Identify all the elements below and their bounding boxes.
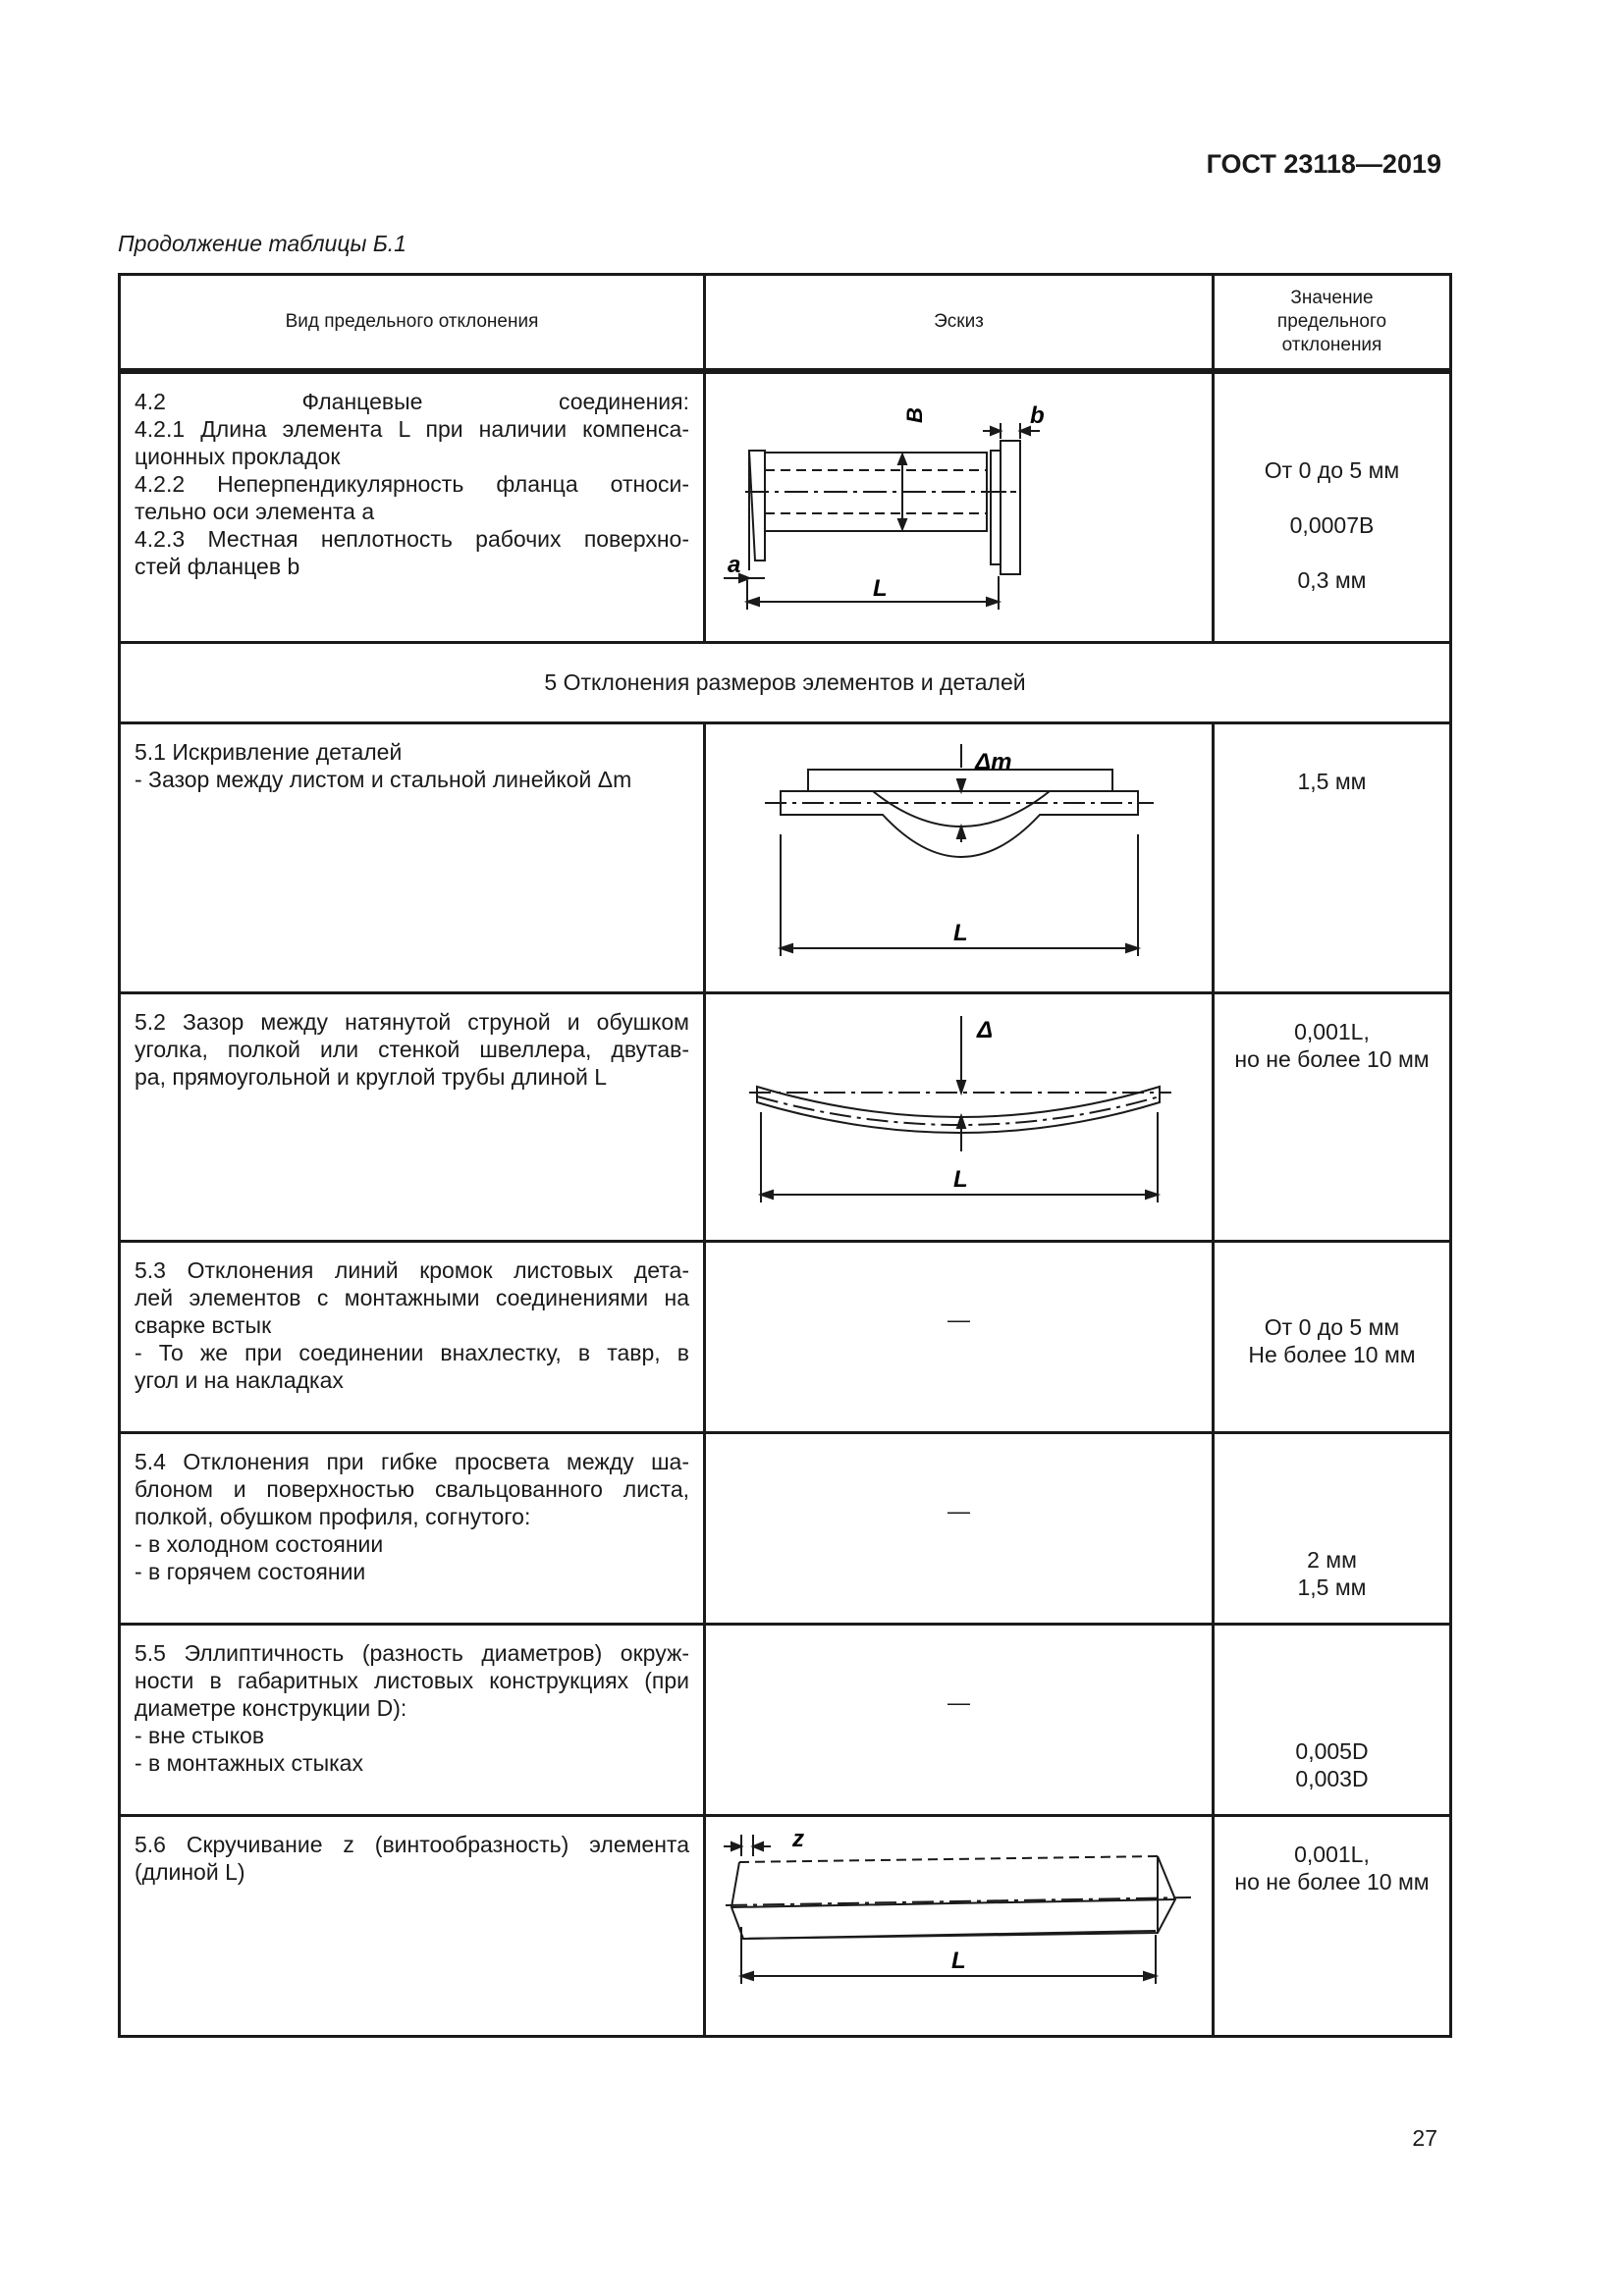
text-line: тельно оси элемента a bbox=[135, 499, 375, 524]
value-line: 1,5 мм bbox=[1297, 1574, 1367, 1600]
table-row bbox=[120, 1241, 1451, 1432]
column-header-value: Значение предельного отклонения bbox=[1214, 275, 1451, 372]
text-line: 5.1 Искривление деталей bbox=[135, 738, 403, 765]
text-line: уголка, полкой или стенкой швеллера, двутав- bbox=[135, 1036, 689, 1062]
row-5-2-sketch bbox=[705, 992, 1214, 1241]
table-row bbox=[120, 642, 1451, 722]
text-line: - Зазор между листом и стальной линейкой Δm bbox=[135, 766, 632, 792]
label-a: a bbox=[728, 552, 741, 578]
table-header-row bbox=[120, 275, 1451, 372]
table-row bbox=[120, 1624, 1451, 1815]
value-line: Не более 10 мм bbox=[1248, 1341, 1416, 1367]
text-line: стей фланцев b bbox=[135, 554, 300, 579]
table-row bbox=[120, 1815, 1451, 2036]
text-line: 5.2 Зазор между натянутой струной и обушком bbox=[135, 1008, 689, 1035]
text-line: - в холодном состоянии bbox=[135, 1530, 384, 1557]
row-5-6-sketch bbox=[705, 1815, 1214, 2036]
label-z: z bbox=[792, 1825, 804, 1852]
text-line: - в горячем состоянии bbox=[135, 1558, 366, 1584]
column-header-kind: Вид предельного отклонения bbox=[120, 275, 705, 372]
row-5-3-sketch bbox=[705, 1241, 1214, 1432]
label-l: L bbox=[951, 1947, 966, 1974]
label-delta: Δ bbox=[977, 1016, 994, 1043]
text-line: 4.2.1 Длина элемента L при наличии компенса- bbox=[135, 416, 689, 442]
value-line: От 0 до 5 мм bbox=[1264, 1313, 1400, 1340]
value-line: но не более 10 мм bbox=[1234, 1868, 1430, 1895]
label-l: L bbox=[873, 575, 888, 602]
text-line: (длиной L) bbox=[135, 1858, 245, 1885]
row-5-5-description bbox=[120, 1624, 705, 1815]
row-4-2-sketch bbox=[705, 371, 1214, 642]
row-5-3-values bbox=[1214, 1241, 1451, 1432]
row-5-3-description bbox=[120, 1241, 705, 1432]
curved-plate-sketch bbox=[706, 724, 1215, 989]
text-line: сварке встык bbox=[135, 1311, 272, 1338]
label-l: L bbox=[953, 1165, 968, 1193]
row-5-6-values bbox=[1214, 1815, 1451, 2036]
text-line: 4.2.3 Местная неплотность рабочих поверхно- bbox=[135, 526, 689, 552]
table-continuation-caption: Продолжение таблицы Б.1 bbox=[118, 231, 406, 256]
row-5-1-description bbox=[120, 722, 705, 992]
label-b-small: b bbox=[1030, 402, 1045, 429]
text-line: ности в габаритных листовых конструкциях (при bbox=[135, 1667, 689, 1693]
value-line: 2 мм bbox=[1307, 1546, 1357, 1573]
table-row bbox=[120, 1432, 1451, 1624]
text-line: 5.5 Эллиптичность (разность диаметров) окруж- bbox=[135, 1639, 689, 1666]
row-5-1-value bbox=[1214, 722, 1451, 992]
row-5-4-sketch bbox=[705, 1432, 1214, 1624]
row-5-5-values bbox=[1214, 1624, 1451, 1815]
text-line: 4.2.2 Неперпендикулярность фланца относи- bbox=[135, 471, 689, 497]
deviation-table bbox=[118, 273, 1452, 2038]
label-b-capital: B bbox=[902, 407, 927, 423]
text-line: 5.4 Отклонения при гибке просвета между ша- bbox=[135, 1448, 689, 1474]
text-line: ра, прямоугольной и круглой трубы длиной L bbox=[135, 1063, 608, 1090]
value-line: 1,5 мм bbox=[1297, 768, 1367, 794]
text-line: полкой, обушком профиля, согнутого: bbox=[135, 1503, 531, 1529]
text-line: угол и на накладках bbox=[135, 1366, 344, 1393]
row-5-6-description bbox=[120, 1815, 705, 2036]
text-line: диаметре конструкции D): bbox=[135, 1694, 407, 1721]
no-sketch-dash: — bbox=[947, 1306, 970, 1332]
value-line: От 0 до 5 мм bbox=[1264, 457, 1400, 483]
flange-joint-sketch bbox=[706, 374, 1215, 639]
no-sketch-dash: — bbox=[947, 1497, 970, 1523]
label-l: L bbox=[953, 919, 968, 946]
row-5-4-values bbox=[1214, 1432, 1451, 1624]
text-line: лей элементов с монтажными соединениями на bbox=[135, 1284, 689, 1310]
row-5-2-values bbox=[1214, 992, 1451, 1241]
text-line: - То же при соединении внахлестку, в тавр, в bbox=[135, 1339, 689, 1365]
row-4-2-values bbox=[1214, 371, 1451, 642]
value-line: 0,3 мм bbox=[1297, 567, 1367, 593]
row-4-2-description bbox=[120, 371, 705, 642]
text-line: 4.2 Фланцевые соединения: bbox=[135, 389, 689, 414]
label-delta-m: Δm bbox=[975, 748, 1012, 775]
text-line: блоном и поверхностью свальцованного листа, bbox=[135, 1475, 689, 1502]
table-row bbox=[120, 992, 1451, 1241]
page-number: 27 bbox=[1412, 2125, 1437, 2151]
text-line: - вне стыков bbox=[135, 1722, 265, 1748]
row-5-2-description bbox=[120, 992, 705, 1241]
table-row bbox=[120, 722, 1451, 992]
text-line: ционных прокладок bbox=[135, 444, 341, 469]
no-sketch-dash: — bbox=[947, 1688, 970, 1715]
twisted-element-sketch bbox=[706, 1817, 1215, 2031]
text-line: 5.3 Отклонения линий кромок листовых дета- bbox=[135, 1256, 689, 1283]
document-code: ГОСТ 23118—2019 bbox=[1206, 149, 1441, 179]
row-5-5-sketch bbox=[705, 1624, 1214, 1815]
table-row bbox=[120, 371, 1451, 642]
string-gap-sketch bbox=[706, 994, 1215, 1236]
value-line: 0,0007B bbox=[1289, 512, 1375, 538]
row-5-4-description bbox=[120, 1432, 705, 1624]
value-line: 0,005D bbox=[1295, 1737, 1369, 1764]
section-5-title: 5 Отклонения размеров элементов и деталей bbox=[120, 642, 1451, 722]
text-line: - в монтажных стыках bbox=[135, 1749, 363, 1776]
value-line: 0,001L, bbox=[1294, 1018, 1370, 1044]
column-header-sketch: Эскиз bbox=[705, 275, 1214, 372]
value-line: 0,001L, bbox=[1294, 1841, 1370, 1867]
value-line: но не более 10 мм bbox=[1234, 1045, 1430, 1072]
text-line: 5.6 Скручивание z (винтообразность) элемента bbox=[135, 1831, 689, 1857]
row-5-1-sketch bbox=[705, 722, 1214, 992]
value-line: 0,003D bbox=[1295, 1765, 1369, 1791]
